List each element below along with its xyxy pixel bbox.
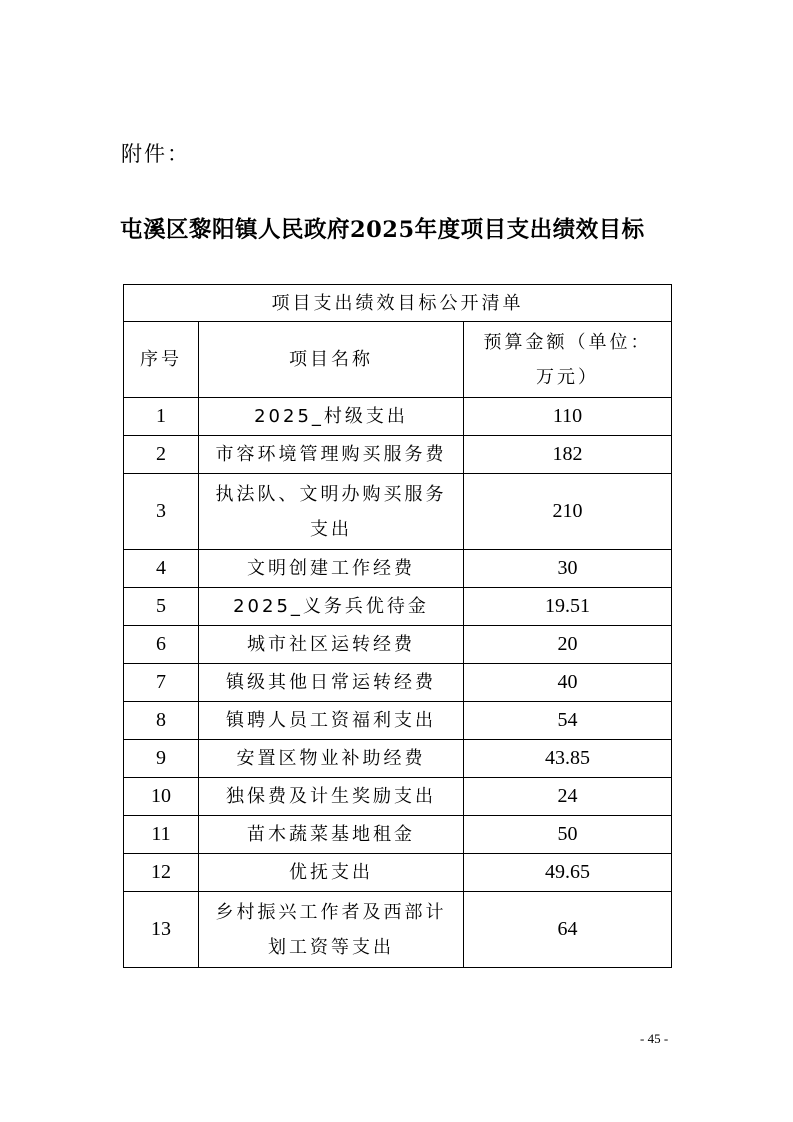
row-seq: 4 (124, 550, 199, 588)
document-title: 屯溪区黎阳镇人民政府2025年度项目支出绩效目标 (120, 217, 645, 243)
row-project-name: 独保费及计生奖励支出 (199, 778, 464, 816)
row-project-name: 市容环境管理购买服务费 (199, 436, 464, 474)
row-seq: 5 (124, 588, 199, 626)
table-row (124, 854, 672, 892)
header-budget-amount: 预算金额（单位：万元） (464, 322, 672, 398)
row-budget-amount: 20 (464, 626, 672, 664)
page-number: - 45 - (640, 1031, 669, 1046)
row-budget-amount: 43.85 (464, 740, 672, 778)
row-budget-amount: 24 (464, 778, 672, 816)
row-budget-amount: 19.51 (464, 588, 672, 626)
row-budget-amount: 54 (464, 702, 672, 740)
performance-target-table (123, 284, 672, 968)
row-project-name: 2025_义务兵优待金 (199, 588, 464, 626)
row-budget-amount: 30 (464, 550, 672, 588)
table-row (124, 588, 672, 626)
table-row (124, 740, 672, 778)
table-caption-row (124, 285, 672, 322)
row-seq: 12 (124, 854, 199, 892)
row-budget-amount: 40 (464, 664, 672, 702)
row-project-name: 执法队、文明办购买服务支出 (199, 474, 464, 550)
row-budget-amount: 182 (464, 436, 672, 474)
row-project-name: 优抚支出 (199, 854, 464, 892)
table-row (124, 474, 672, 550)
row-budget-amount: 210 (464, 474, 672, 550)
row-seq: 10 (124, 778, 199, 816)
table-row (124, 816, 672, 854)
row-budget-amount: 64 (464, 892, 672, 968)
table-row (124, 550, 672, 588)
row-project-name: 城市社区运转经费 (199, 626, 464, 664)
row-seq: 7 (124, 664, 199, 702)
row-project-name: 2025_村级支出 (199, 398, 464, 436)
row-seq: 3 (124, 474, 199, 550)
row-project-name: 镇聘人员工资福利支出 (199, 702, 464, 740)
row-seq: 11 (124, 816, 199, 854)
table-caption: 项目支出绩效目标公开清单 (124, 285, 672, 322)
row-project-name: 镇级其他日常运转经费 (199, 664, 464, 702)
table-row (124, 892, 672, 968)
row-seq: 13 (124, 892, 199, 968)
row-budget-amount: 49.65 (464, 854, 672, 892)
table-row (124, 664, 672, 702)
row-project-name: 文明创建工作经费 (199, 550, 464, 588)
row-project-name: 苗木蔬菜基地租金 (199, 816, 464, 854)
attachment-label: 附件： (121, 142, 190, 166)
table-row (124, 398, 672, 436)
row-budget-amount: 50 (464, 816, 672, 854)
row-seq: 6 (124, 626, 199, 664)
header-project-name: 项目名称 (199, 322, 464, 398)
row-seq: 9 (124, 740, 199, 778)
row-project-name: 安置区物业补助经费 (199, 740, 464, 778)
table-header-row (124, 322, 672, 398)
table-row (124, 778, 672, 816)
header-seq: 序号 (124, 322, 199, 398)
row-seq: 1 (124, 398, 199, 436)
table-row (124, 702, 672, 740)
row-seq: 8 (124, 702, 199, 740)
row-seq: 2 (124, 436, 199, 474)
table-row (124, 436, 672, 474)
row-project-name: 乡村振兴工作者及西部计划工资等支出 (199, 892, 464, 968)
table-row (124, 626, 672, 664)
row-budget-amount: 110 (464, 398, 672, 436)
